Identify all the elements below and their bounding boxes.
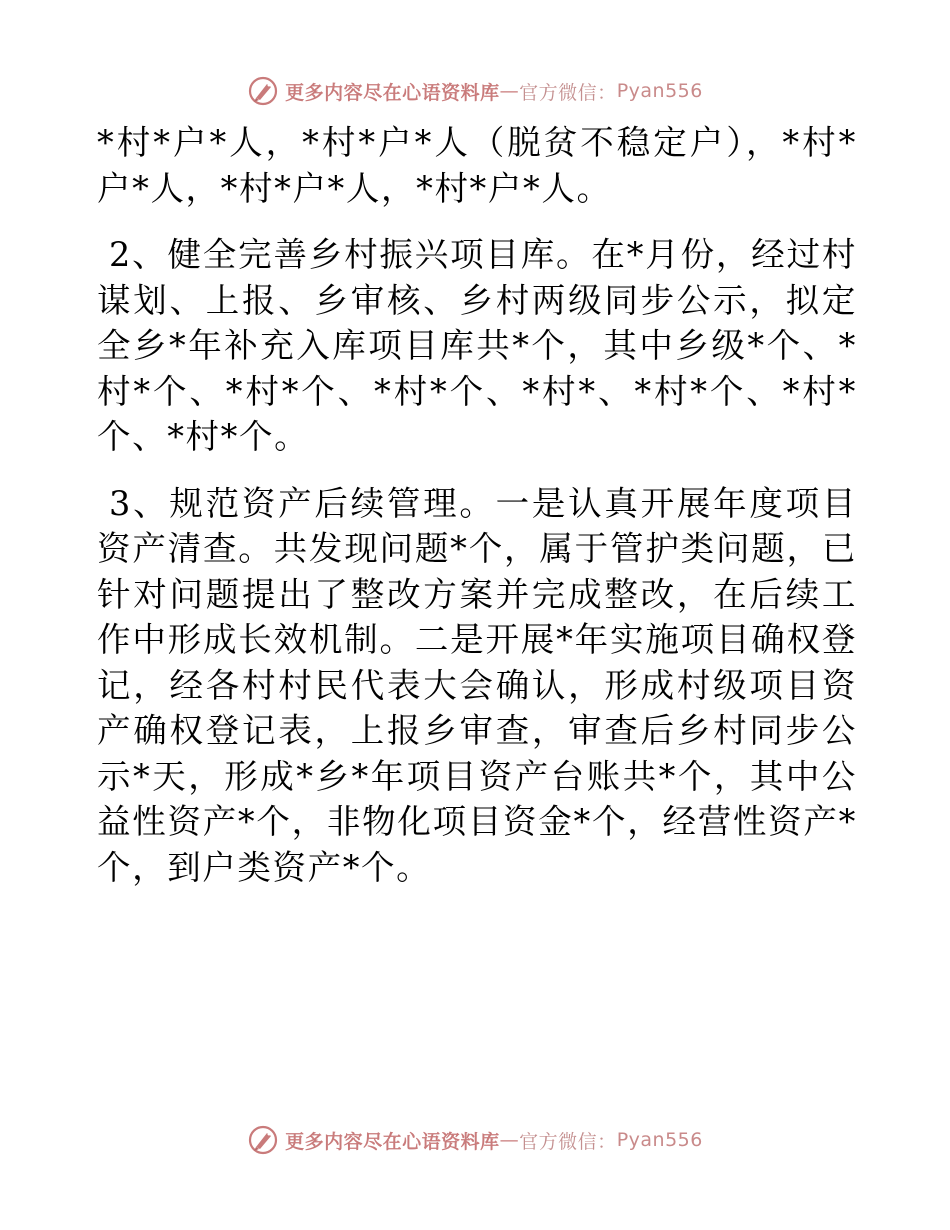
- header-watermark: [0, 71, 950, 111]
- watermark-brand: 更多内容尽在心语资料库: [285, 81, 500, 104]
- watermark-sub: 官方微信：: [519, 1130, 617, 1153]
- footer-watermark: [0, 1120, 950, 1160]
- watermark-brand: 更多内容尽在心语资料库: [285, 1130, 500, 1153]
- paragraph-1: *村*户*人，*村*户*人（脱贫不稳定户），*村*户*人，*村*户*人，*村*户*人。: [97, 123, 857, 208]
- paragraph-2: 2、健全完善乡村振兴项目库。在*月份，经过村谋划、上报、乡审核、乡村两级同步公示，拟定全乡*年补充入库项目库共*个，其中乡级*个、*村*个、*村*个、*村*个、*村*、*村*个、*村*个、*村*个。: [97, 235, 857, 456]
- pen-circle-logo-icon: [247, 1124, 279, 1156]
- watermark-dash: —: [499, 1129, 520, 1151]
- document-body: [97, 120, 857, 911]
- watermark-dash: —: [499, 80, 520, 102]
- watermark-id: Pyan556: [616, 1129, 703, 1151]
- watermark-sub: 官方微信：: [519, 81, 617, 104]
- paragraph-3: 3、规范资产后续管理。一是认真开展年度项目资产清查。共发现问题*个，属于管护类问题，已针对问题提出了整改方案并完成整改，在后续工作中形成长效机制。二是开展*年实施项目确权登记，经各村村民代表大会确认，形成村级项目资产确权登记表，上报乡审查，审查后乡村同步公示*天，形成*乡*年项目资产台账共*个，其中公益性资产*个，非物化项目资金*个，经营性资产*个，到户类资产*个。: [97, 483, 857, 887]
- watermark-id: Pyan556: [616, 80, 703, 102]
- pen-circle-logo-icon: [247, 75, 279, 107]
